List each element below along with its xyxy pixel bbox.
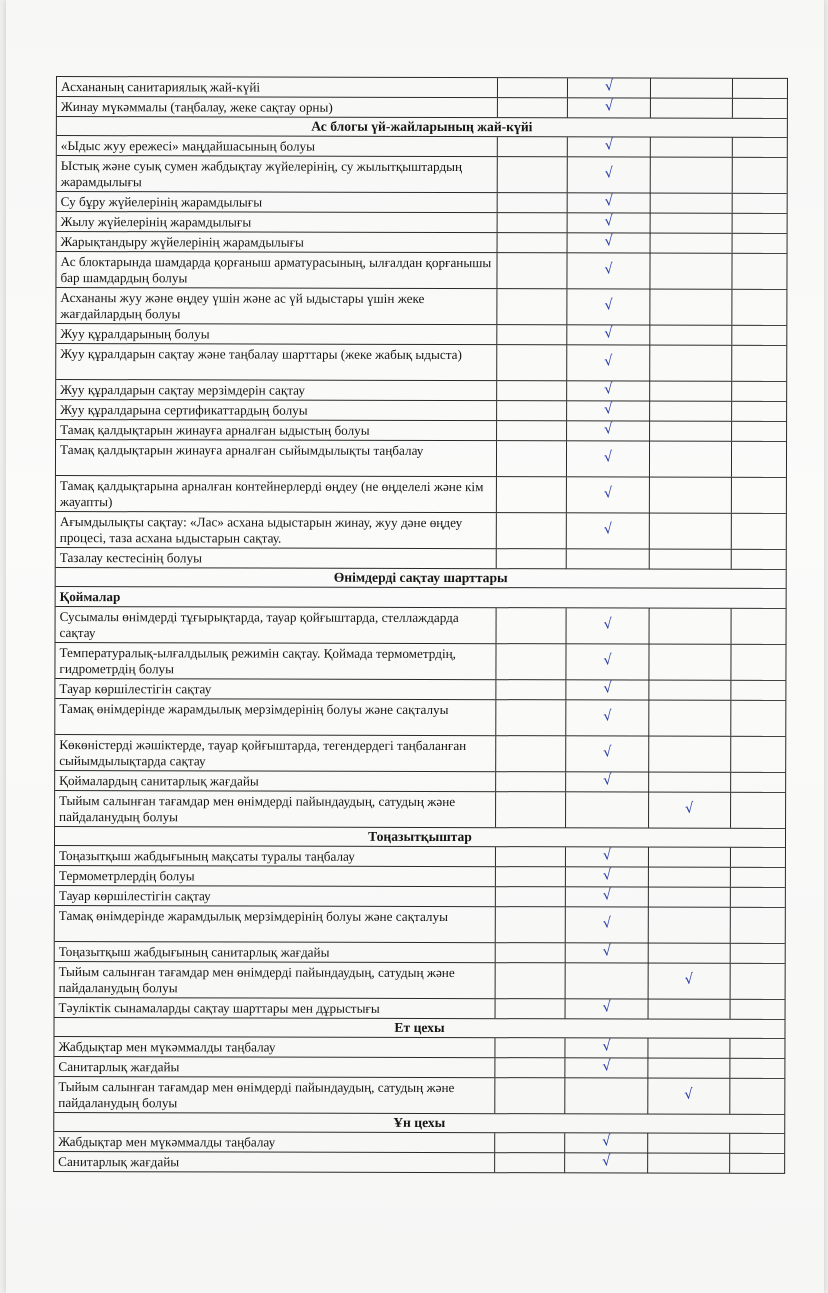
mark-cell-4 (732, 158, 787, 193)
check-mark-icon: √ (603, 232, 614, 250)
mark-cell-1 (495, 887, 565, 906)
mark-cell-2 (567, 157, 650, 192)
mark-cell-3 (647, 1059, 729, 1078)
mark-cell-4 (731, 326, 786, 345)
mark-cell-1 (496, 289, 566, 324)
mark-cell-4 (731, 290, 786, 325)
mark-cell-4 (730, 701, 785, 736)
mark-cell-3 (649, 402, 731, 421)
criterion-text: Жылу жүйелерінің жарамдылығы (60, 214, 252, 230)
criterion-text: Тоңазытқыш жабдығының мақсаты туралы таңбалау (58, 848, 355, 864)
mark-cell-4 (731, 442, 786, 477)
criterion-text: Тамақ қалдықтарын жинауға арналған сыйымдылықты таңбалау (60, 442, 424, 458)
check-mark-icon: √ (600, 1152, 612, 1170)
checklist-row (54, 1056, 784, 1078)
criterion-text: Жуу құралдарына сертификаттардың болуы (60, 402, 308, 418)
checklist-row (56, 547, 786, 569)
check-mark-icon: √ (602, 615, 613, 633)
mark-cell-4 (730, 1000, 785, 1019)
mark-cell-1 (497, 98, 567, 117)
checklist-row (56, 606, 786, 644)
criterion-text: Асхананы жуу және өңдеу үшін және ас үй ыдыстары үшін жеке жағдайлардың болуы (60, 290, 425, 322)
mark-cell-4 (730, 737, 785, 772)
checklist-row (56, 287, 786, 325)
mark-cell-3 (649, 442, 731, 477)
criterion-text: Тәуліктік сынамаларды сақтау шарттары мен дұрыстығы (58, 1000, 380, 1016)
mark-cell-2 (566, 441, 649, 476)
mark-cell-4 (730, 868, 785, 887)
mark-cell-2 (565, 943, 648, 962)
mark-cell-1 (495, 999, 565, 1018)
mark-cell-1 (496, 401, 566, 420)
check-mark-icon: √ (602, 520, 614, 538)
mark-cell-1 (496, 325, 566, 344)
mark-cell-3 (647, 1154, 729, 1173)
mark-cell-3 (648, 773, 730, 792)
mark-cell-3 (648, 737, 730, 772)
mark-cell-4 (731, 422, 786, 441)
criterion-text: Ағымдылықты сақтау: «Лас» асхана ыдыстарын жинау, жуу дәне өңдеу процесі, таза асхана ыдыстарын сақтау. (59, 514, 463, 546)
check-mark-icon: √ (603, 260, 614, 278)
mark-cell-4 (729, 1039, 784, 1058)
mark-cell-1 (497, 213, 567, 232)
criterion-text: Тамақ өнімдерінде жарамдылық мерзімдерінің болуы және сақталуы (59, 701, 449, 718)
mark-cell-3 (647, 1079, 729, 1114)
check-mark-icon: √ (601, 846, 613, 864)
checklist-row (57, 211, 787, 233)
mark-cell-1 (496, 253, 566, 288)
check-mark-icon: √ (684, 799, 695, 817)
mark-cell-2 (567, 137, 650, 156)
criterion-text: Тауар көршілестігін сақтау (59, 681, 212, 697)
check-mark-icon: √ (683, 970, 695, 988)
mark-cell-4 (731, 402, 786, 421)
mark-cell-1 (496, 345, 566, 380)
mark-cell-4 (730, 888, 785, 907)
criterion-text: Қоймалардың санитарлық жағдайы (59, 773, 259, 789)
section-heading: Ас блогы үй-жайларының жай-күйі (57, 116, 787, 137)
criterion-text: Жуу құралдарын сақтау мерзімдерін сақтау (60, 382, 305, 398)
checklist-row (57, 191, 787, 213)
checklist-row (56, 323, 786, 345)
section-heading: Тоңазытқыштар (55, 826, 785, 847)
mark-cell-3 (650, 138, 732, 157)
checklist-row (57, 135, 787, 157)
mark-cell-3 (649, 326, 731, 345)
mark-cell-1 (494, 1153, 564, 1172)
mark-cell-4 (730, 793, 785, 828)
mark-cell-1 (495, 867, 565, 886)
mark-cell-4 (729, 1079, 784, 1114)
checklist-row (54, 1036, 784, 1058)
criterion-text: «Ыдыс жуу ережесі» маңдайшасының болуы (60, 138, 316, 154)
checklist-row (55, 734, 785, 772)
mark-cell-3 (648, 793, 730, 828)
criterion-text: Температуралық-ылғалдылық режимін сақтау. Қоймада термометрдің, гидрометрдің болуы (59, 645, 456, 677)
mark-cell-2 (565, 867, 648, 886)
checklist-row (55, 770, 785, 792)
criterion-text: Сусымалы өнімдерді тұғырықтарда, тауар қойғыштарда, стеллаждарда сақтау (59, 609, 459, 641)
mark-cell-4 (731, 514, 786, 549)
mark-cell-1 (495, 943, 565, 962)
mark-cell-2 (566, 325, 649, 344)
mark-cell-3 (648, 868, 730, 887)
checklist-row (54, 1151, 784, 1173)
mark-cell-1 (495, 907, 565, 942)
criterion-text: Жарықтандыру жүйелерінің жарамдылығы (60, 234, 304, 250)
check-mark-icon: √ (601, 942, 612, 960)
mark-cell-1 (495, 736, 565, 771)
checklist-row (55, 845, 785, 867)
criterion-text: Су бұру жүйелерінің жарамдылығы (60, 194, 263, 210)
check-mark-icon: √ (602, 651, 613, 669)
checklist-row (54, 1131, 784, 1153)
mark-cell-2 (565, 792, 648, 827)
check-mark-icon: √ (603, 164, 614, 182)
mark-cell-4 (730, 908, 785, 943)
mark-cell-1 (496, 381, 566, 400)
mark-cell-1 (495, 644, 565, 679)
criterion-text: Асхананың санитариялық жай-күйі (60, 79, 261, 95)
mark-cell-3 (649, 550, 731, 569)
mark-cell-1 (496, 513, 566, 548)
mark-cell-4 (732, 79, 787, 98)
mark-cell-4 (730, 681, 785, 700)
checklist-row (54, 1076, 784, 1114)
check-mark-icon: √ (601, 866, 613, 884)
checklist-row (55, 905, 785, 943)
mark-cell-1 (496, 549, 566, 568)
checklist-table (53, 76, 788, 1174)
check-mark-icon: √ (603, 296, 614, 314)
mark-cell-2 (566, 345, 649, 380)
criterion-text: Санитарлық жағдайы (58, 1059, 180, 1075)
mark-cell-2 (566, 401, 649, 420)
checklist-row (56, 439, 786, 477)
criterion-text: Жуу құралдарының болуы (60, 326, 210, 342)
check-mark-icon: √ (602, 352, 614, 370)
mark-cell-4 (732, 138, 787, 157)
mark-cell-4 (731, 550, 786, 569)
mark-cell-1 (494, 1133, 564, 1152)
mark-cell-2 (565, 887, 648, 906)
mark-cell-3 (648, 888, 730, 907)
checklist-row (55, 941, 785, 963)
check-mark-icon: √ (602, 484, 614, 502)
mark-cell-2 (564, 1058, 647, 1077)
mark-cell-2 (567, 98, 650, 117)
mark-cell-1 (495, 847, 565, 866)
checklist-row (56, 399, 786, 421)
criterion-text: Көкөністерді жәшіктерде, тауар қойғыштарда, тегендердегі таңбаланған сыйымдылықтарда сақтау (59, 737, 467, 769)
mark-cell-1 (495, 963, 565, 998)
checklist-row (55, 961, 785, 999)
mark-cell-2 (566, 381, 649, 400)
mark-cell-1 (496, 608, 566, 643)
mark-cell-1 (497, 137, 567, 156)
criterion-text: Ыстық және суық сумен жабдықтау жүйелерінің, су жылытқыштардың жарамдылығы (60, 158, 463, 190)
mark-cell-1 (495, 700, 565, 735)
mark-cell-3 (648, 701, 730, 736)
mark-cell-2 (566, 421, 649, 440)
mark-cell-3 (650, 79, 732, 98)
mark-cell-2 (565, 963, 648, 998)
mark-cell-3 (649, 514, 731, 549)
mark-cell-3 (648, 848, 730, 867)
check-mark-icon: √ (601, 1057, 612, 1075)
mark-cell-4 (730, 645, 785, 680)
mark-cell-1 (494, 1058, 564, 1077)
mark-cell-2 (566, 608, 649, 643)
mark-cell-3 (650, 234, 732, 253)
mark-cell-2 (566, 549, 649, 568)
criterion-text: Жинау мүкәммалы (таңбалау, жеке сақтау орны) (60, 99, 333, 115)
mark-cell-1 (494, 1078, 564, 1113)
checklist-row (57, 231, 787, 253)
mark-cell-4 (732, 99, 787, 118)
mark-cell-1 (497, 157, 567, 192)
criterion-text: Санитарлық жағдайы (58, 1154, 180, 1170)
mark-cell-2 (566, 513, 649, 548)
mark-cell-3 (649, 478, 731, 513)
section-heading: Ет цехы (54, 1017, 784, 1038)
mark-cell-3 (649, 290, 731, 325)
mark-cell-2 (565, 847, 648, 866)
mark-cell-2 (565, 680, 648, 699)
checklist-row (56, 251, 786, 289)
criterion-text: Жуу құралдарын сақтау және таңбалау шарттары (жеке жабық ыдыста) (60, 346, 462, 363)
mark-cell-3 (648, 964, 730, 999)
section-heading: Өнімдерді сақтау шарттары (56, 567, 786, 588)
check-mark-icon: √ (601, 743, 613, 761)
mark-cell-3 (649, 422, 731, 441)
check-mark-icon: √ (602, 707, 613, 725)
mark-cell-3 (647, 1039, 729, 1058)
checklist-row (57, 77, 787, 98)
mark-cell-2 (566, 477, 649, 512)
mark-cell-4 (732, 194, 787, 213)
mark-cell-4 (729, 1059, 784, 1078)
mark-cell-1 (496, 477, 566, 512)
subsection-heading: Қоймалар (56, 586, 786, 608)
checklist-row (56, 419, 786, 441)
mark-cell-3 (647, 1134, 729, 1153)
mark-cell-4 (730, 848, 785, 867)
check-mark-icon: √ (603, 324, 614, 342)
checklist-row (55, 790, 785, 828)
mark-cell-2 (565, 736, 648, 771)
mark-cell-3 (650, 158, 732, 193)
mark-cell-4 (730, 773, 785, 792)
criterion-text: Тыйым салынған тағамдар мен өнімдерді пайындаудың, сатудың және пайдаланудың болуы (59, 793, 456, 825)
mark-cell-1 (497, 193, 567, 212)
mark-cell-2 (564, 1078, 647, 1113)
check-mark-icon: √ (683, 1085, 695, 1103)
checklist-row (56, 511, 786, 549)
criterion-text: Тамақ өнімдерінде жарамдылық мерзімдерінің болуы және сақталуы (58, 908, 448, 925)
criterion-text: Тамақ қалдықтарын жинауға арналған ыдыстың болуы (60, 422, 370, 438)
checklist-row (57, 96, 787, 118)
mark-cell-3 (648, 645, 730, 680)
check-mark-icon: √ (601, 914, 613, 932)
criterion-text: Тыйым салынған тағамдар мен өнімдерді пайындаудың, сатудың және пайдаланудың болуы (58, 964, 455, 996)
check-mark-icon: √ (602, 380, 614, 398)
section-heading: Ұн цехы (54, 1112, 784, 1133)
mark-cell-2 (566, 253, 649, 288)
criterion-text: Ас блоктарында шамдарда қорғаныш арматурасының, ылғалдан қорғанышы бар шамдардың болуы (60, 254, 492, 286)
mark-cell-2 (564, 1038, 647, 1057)
mark-cell-3 (649, 382, 731, 401)
checklist-row (55, 997, 785, 1019)
mark-cell-2 (564, 1153, 647, 1172)
mark-cell-3 (650, 99, 732, 118)
check-mark-icon: √ (603, 212, 614, 230)
check-mark-icon: √ (603, 77, 615, 95)
criterion-text: Жабдықтар мен мүкәммалды таңбалау (58, 1039, 276, 1055)
check-mark-icon: √ (600, 1132, 612, 1150)
criterion-text: Тазалау кестесінің болуы (59, 550, 202, 566)
mark-cell-2 (565, 772, 648, 791)
mark-cell-4 (729, 1134, 784, 1153)
check-mark-icon: √ (602, 448, 614, 466)
mark-cell-1 (497, 78, 567, 97)
criterion-text: Термометрлердің болуы (58, 868, 195, 884)
mark-cell-3 (649, 609, 731, 644)
mark-cell-1 (495, 680, 565, 699)
mark-cell-3 (648, 944, 730, 963)
mark-cell-3 (650, 214, 732, 233)
check-mark-icon: √ (602, 679, 613, 697)
checklist-row (55, 885, 785, 907)
mark-cell-4 (731, 346, 786, 381)
mark-cell-4 (731, 382, 786, 401)
mark-cell-2 (565, 999, 648, 1018)
mark-cell-2 (567, 78, 650, 97)
checklist-row (56, 475, 786, 513)
mark-cell-1 (495, 792, 565, 827)
check-mark-icon: √ (601, 998, 612, 1016)
mark-cell-4 (730, 964, 785, 999)
mark-cell-1 (495, 772, 565, 791)
mark-cell-4 (731, 478, 786, 513)
check-mark-icon: √ (601, 886, 613, 904)
check-mark-icon: √ (602, 400, 614, 418)
checklist-row (57, 155, 787, 193)
checklist-row (55, 642, 785, 680)
mark-cell-4 (731, 609, 786, 644)
mark-cell-2 (565, 700, 648, 735)
check-mark-icon: √ (601, 1037, 612, 1055)
mark-cell-2 (567, 193, 650, 212)
mark-cell-3 (648, 1000, 730, 1019)
check-mark-icon: √ (602, 420, 614, 438)
criterion-text: Тоңазытқыш жабдығының санитарлық жағдайы (58, 944, 330, 960)
mark-cell-4 (729, 1154, 784, 1173)
check-mark-icon: √ (603, 97, 615, 115)
criterion-text: Жабдықтар мен мүкәммалды таңбалау (58, 1134, 276, 1150)
mark-cell-2 (567, 233, 650, 252)
checklist-row (55, 698, 785, 736)
mark-cell-2 (567, 213, 650, 232)
mark-cell-3 (650, 194, 732, 213)
checklist-row (56, 379, 786, 401)
mark-cell-4 (732, 214, 787, 233)
mark-cell-4 (730, 944, 785, 963)
mark-cell-2 (566, 289, 649, 324)
criterion-text: Тыйым салынған тағамдар мен өнімдерді пайындаудың, сатудың және пайдаланудың болуы (58, 1079, 455, 1111)
mark-cell-3 (649, 254, 731, 289)
mark-cell-4 (732, 234, 787, 253)
mark-cell-1 (496, 421, 566, 440)
checklist-row (56, 343, 786, 381)
mark-cell-2 (565, 907, 648, 942)
mark-cell-4 (731, 254, 786, 289)
mark-cell-1 (496, 441, 566, 476)
mark-cell-3 (648, 681, 730, 700)
check-mark-icon: √ (601, 771, 613, 789)
checklist-row (55, 865, 785, 887)
criterion-text: Тауар көршілестігін сақтау (58, 888, 211, 904)
checklist-row (55, 678, 785, 700)
criterion-text: Тамақ қалдықтарына арналған контейнерлерді өңдеу (не өңделелі және кім жауапты) (59, 478, 484, 510)
mark-cell-1 (497, 233, 567, 252)
mark-cell-3 (648, 908, 730, 943)
check-mark-icon: √ (603, 136, 615, 154)
check-mark-icon: √ (603, 192, 614, 210)
mark-cell-1 (494, 1038, 564, 1057)
document-page (6, 0, 824, 1293)
mark-cell-2 (564, 1133, 647, 1152)
mark-cell-2 (565, 644, 648, 679)
mark-cell-3 (649, 346, 731, 381)
